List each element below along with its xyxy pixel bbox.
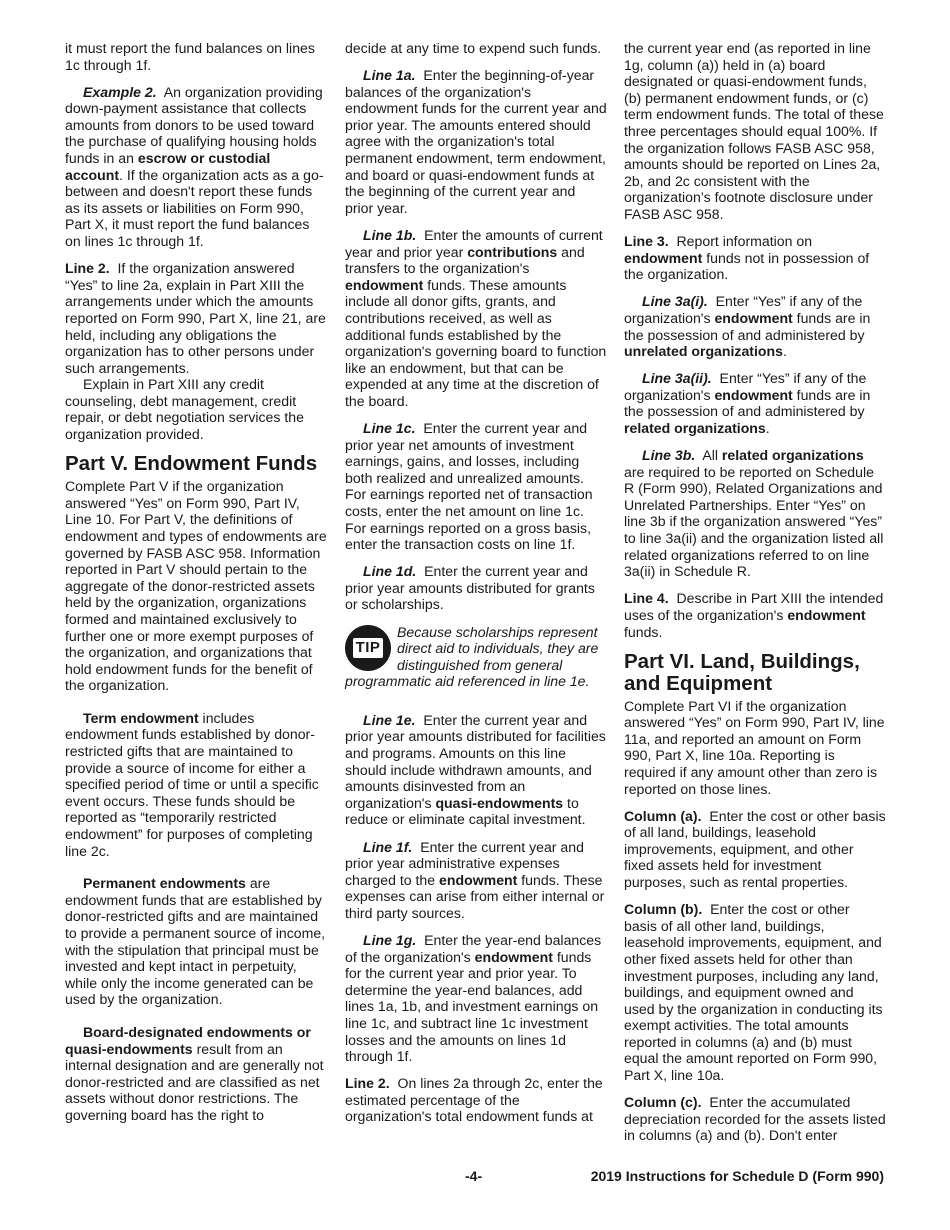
line-3-paragraph (624, 233, 886, 283)
line-1d-paragraph (345, 563, 607, 613)
line-2-paragraph (345, 1075, 607, 1125)
page-number: -4- (465, 1168, 483, 1184)
part-v-intro: Complete Part V if the organization answered “Yes” on Form 990, Part IV, Line 10. For Part V, the definitions of endowment and types of endowments are governed by FASB ASC 958. Information reported in Part V should pertain to the aggregate of the donor-restricted assets held by the organization, organizations formed and maintained exclusively to further one or more exempt purposes of the organization, and organizations that hold endowment funds for the benefit of the organization. (65, 478, 327, 694)
line-3aii-bold: endowment (714, 386, 793, 403)
line-3-text: Report information on (676, 233, 813, 250)
line-3ai-text-2: funds are in the possession of and administered by (624, 309, 871, 343)
line-1e-paragraph (345, 712, 607, 828)
line-1b-bold: contributions (467, 243, 558, 260)
permanent-endowment-text: are endowment funds that are established by donor-restricted gifts and are maintained to provide a permanent source of income, with the stipulation that principal must be invested and kept intact in perpetuity, while only the income generated can be used by the organization. (65, 875, 326, 1008)
line-4-label: Line 4. (624, 590, 669, 607)
document-title: 2019 Instructions for Schedule D (Form 990) (590, 1168, 884, 1184)
line-4-bold: endowment (787, 606, 866, 623)
part-vi-intro: Complete Part VI if the organization answered “Yes” on Form 990, Part IV, line 11a, and reported an amount on Form 990, Part X, line 10a. Reporting is required if any amount other than zero is reported on those lines. (624, 697, 885, 797)
tip-text: Because scholarships represent direct aid to individuals, they are distinguished from general programmatic aid referenced in line 1e. (345, 623, 599, 690)
example-2-bold: escrow or custodial account (65, 150, 271, 183)
line-3ai-bold-2: unrelated organizations (624, 343, 783, 360)
column-1 (65, 40, 327, 1134)
paragraph: it must report the fund balances on lines 1c through 1f. (65, 40, 315, 73)
line-1d-label: Line 1d. (363, 563, 417, 580)
line-1c-text: Enter the current year and prior year net amounts of investment earnings, gains, and losses, including both realized and unrealized amounts. For earnings reported net of transaction costs, enter the net amount on line 1c. For earnings reported on a gross basis, enter the transaction costs on line 1f. (345, 419, 593, 553)
line-1e-text: Enter the current year and prior year amounts distributed for facilities and programs. Amounts on this line should include withdrawn amounts, and amounts disinvested from an organization's (345, 711, 606, 811)
line-1a-paragraph (345, 67, 607, 216)
line-1c-paragraph (345, 420, 607, 553)
explain-paragraph: Explain in Part XIII any credit counseling, debt management, credit repair, or debt negotiation services the organization provided. (65, 376, 304, 443)
line-4-text: Describe in Part XIII the intended uses of the organization's (624, 590, 884, 623)
line-2-label: Line 2. (345, 1075, 390, 1092)
line-1g-label: Line 1g. (363, 932, 417, 948)
line-3aii-label: Line 3a(ii). (642, 370, 712, 387)
line-1c-label: Line 1c. (363, 419, 416, 436)
example-2-label: Example 2. (83, 83, 157, 100)
line-3b-text: All (702, 447, 718, 464)
line-3b-text-2: are required to be reported on Schedule R (Form 990), Related Organizations and Unrelated Partnerships. Enter “Yes” on line 3b if the organization answered “Yes” to line 3a(ii) and the organization listed all related organizations referred to on line 3a(ii) in Schedule R. (624, 463, 884, 580)
line-3ai-paragraph: Line 3a(i). Enter “Yes” if any of the organization's endowment funds are in the possession of and administered by unrelated organizations. (624, 293, 871, 360)
line-3aii-paragraph: Line 3a(ii). Enter “Yes” if any of the organization's endowment funds are in the possession of and administered by related organizations. (624, 370, 871, 436)
term-endowment-label: Term endowment (83, 709, 199, 726)
line-4-text-2: funds. (624, 623, 663, 640)
line-1d-text: Enter the current year and prior year amounts distributed for grants or scholarships. (345, 563, 595, 613)
column-a-paragraph (624, 808, 886, 891)
line-1b-label: Line 1b. (363, 226, 417, 243)
line-1e-label: Line 1e. (363, 711, 416, 728)
line-1f-text: Enter the current year and prior year administrative expenses charged to the (345, 838, 584, 888)
part-v-heading: Part V. Endowment Funds (65, 452, 318, 476)
board-designated-text: result from an internal designation and are generally not donor-restricted and are classified as net assets without donor restrictions. The governing board has the right to (65, 1040, 324, 1123)
line-4-paragraph (624, 590, 886, 640)
term-endowment-paragraph (65, 710, 327, 859)
line-1b-text-2: and transfers to the organization's (345, 243, 585, 277)
line-3aii-bold-2: related organizations (624, 419, 766, 436)
line-1f-label: Line 1f. (363, 838, 413, 855)
line-1b-text: Enter the amounts of current year and prior year (345, 226, 603, 260)
permanent-endowment-label: Permanent endowments (83, 875, 246, 892)
line-3b-bold: related organizations (721, 447, 864, 464)
quasi-endowments-label: quasi-endowments (65, 1040, 193, 1057)
column-a-label: Column (a). (624, 807, 702, 824)
column-b-label: Column (b). (624, 901, 703, 918)
column-c-paragraph (624, 1094, 886, 1144)
column-b-text: Enter the cost or other basis of all other land, buildings, leasehold improvements, equipment, and other fixed assets held for other than investment purposes, including any land, buildings, and equipment owned and used by the organization in conducting its exempt activities. The total amounts reported in columns (a) and (b) must equal the amount reported on Form 990, Part X, line 10a. (624, 901, 883, 1084)
column-3 (624, 40, 886, 1154)
line-1f-paragraph (345, 839, 607, 922)
line-1f-text-2: funds. These expenses can arise from either internal or third party sources. (345, 871, 605, 921)
line-2-text: On lines 2a through 2c, enter the estimated percentage of the organization's total endowment funds at (345, 1075, 603, 1125)
line-1b-text-3: funds. These amounts include all donor gifts, grants, and contributions received, as well as additional funds established by the organization's governing board to function like an endowment, but that can be expended at any time at the discretion of the board. (345, 276, 607, 409)
line-1a-text: Enter the beginning-of-year balances of the organization's endowment funds for the current year and prior year. The amounts entered should agree with the organization's total permanent endowment, term endowment, and board or quasi-endowment funds at the beginning of the current year and prior year. (345, 67, 607, 216)
line-1f-bold: endowment (439, 871, 518, 888)
column-2 (345, 40, 607, 1136)
line-3ai-bold: endowment (714, 309, 793, 326)
line-3b-label: Line 3b. (642, 447, 696, 464)
part-vi-heading: Part VI. Land, Buildings, and Equipment (624, 649, 860, 695)
line-3-text-2: funds not in possession of the organization. (624, 249, 870, 283)
line-3aii-text: Enter “Yes” if any of the organization's (624, 370, 867, 403)
column-c-text: Enter the accumulated depreciation recorded for the assets listed in columns (a) and (b). Don't enter (624, 1094, 886, 1144)
tip-badge-label: TIP (353, 638, 384, 658)
example-2-paragraph (65, 84, 327, 250)
line-3-bold: endowment (624, 249, 703, 266)
column-a-text: Enter the cost or other basis of all land, buildings, leasehold improvements, equipment, and other fixed assets held for investment purposes, such as rental properties. (624, 807, 886, 891)
line-1e-bold: quasi-endowments (435, 794, 564, 811)
line-3aii-text-2: funds are in the possession of and administered by (624, 386, 871, 420)
paragraph: the current year end (as reported in line 1g, column (a)) held in (a) board designated or quasi-endowment funds, (b) permanent endowment funds, or (c) term endowment funds. The total of these three percentages should equal 100%. If the organization follows FASB ASC 958, amounts should be reported on Lines 2a, 2b, and 2c consistent with the organization’s footnote disclosure under FASB ASC 958. (624, 40, 884, 222)
example-2-text: An organization providing down-payment assistance that collects amounts from donors to be used toward the purchase of qualifying housing holds funds in an (65, 83, 323, 167)
line-1a-label: Line 1a. (363, 67, 416, 84)
permanent-endowment-paragraph (65, 875, 327, 1008)
line-1g-bold: endowment (474, 948, 553, 965)
board-designated-label: Board-designated endowments or (83, 1023, 311, 1040)
line-1b-bold-2: endowment (345, 276, 424, 293)
column-c-label: Column (c). (624, 1094, 702, 1111)
line-1g-text: Enter the year-end balances of the organization's (345, 932, 602, 965)
board-designated-paragraph (65, 1024, 327, 1124)
line-3b-paragraph (624, 447, 886, 580)
tip-callout (345, 624, 607, 690)
line-2-label: Line 2. (65, 260, 110, 277)
line-1g-paragraph (345, 932, 607, 1065)
line-1b-paragraph (345, 227, 607, 410)
term-endowment-text: includes endowment funds established by donor-restricted gifts that are maintained to provide a source of income for either a specified period of time or until a specific event occurs. These funds should be reported as “temporarily restricted endowment” for purposes of completing line 2c. (65, 709, 319, 859)
paragraph: decide at any time to expend such funds. (345, 40, 602, 56)
line-3-label: Line 3. (624, 233, 669, 250)
line-2-paragraph (65, 260, 327, 376)
tip-icon (345, 625, 391, 671)
line-3ai-label: Line 3a(i). (642, 293, 708, 310)
example-2-text-cont: . If the organization acts as a go-between and doesn't report these funds as its assets or liabilities on Form 990, Part X, it must report the fund balances on lines 1c through 1f. (65, 166, 324, 250)
line-1g-text-2: funds for the current year and prior year. To determine the year-end balances, add lines 1a, 1b, and investment earnings on line 1c, and subtract line 1c investment losses and the amounts on lines 1d through 1f. (345, 948, 599, 1065)
line-3ai-text: Enter “Yes” if any of the organization's (624, 293, 863, 326)
line-1e-text-2: to reduce or eliminate capital investment. (345, 794, 586, 828)
column-b-paragraph (624, 901, 886, 1084)
line-2-text: If the organization answered “Yes” to line 2a, explain in Part XIII the arrangements under which the amounts reported on Form 990, Part X, line 21, are held, including any obligations the organization has to other persons under such arrangements. (65, 260, 326, 376)
